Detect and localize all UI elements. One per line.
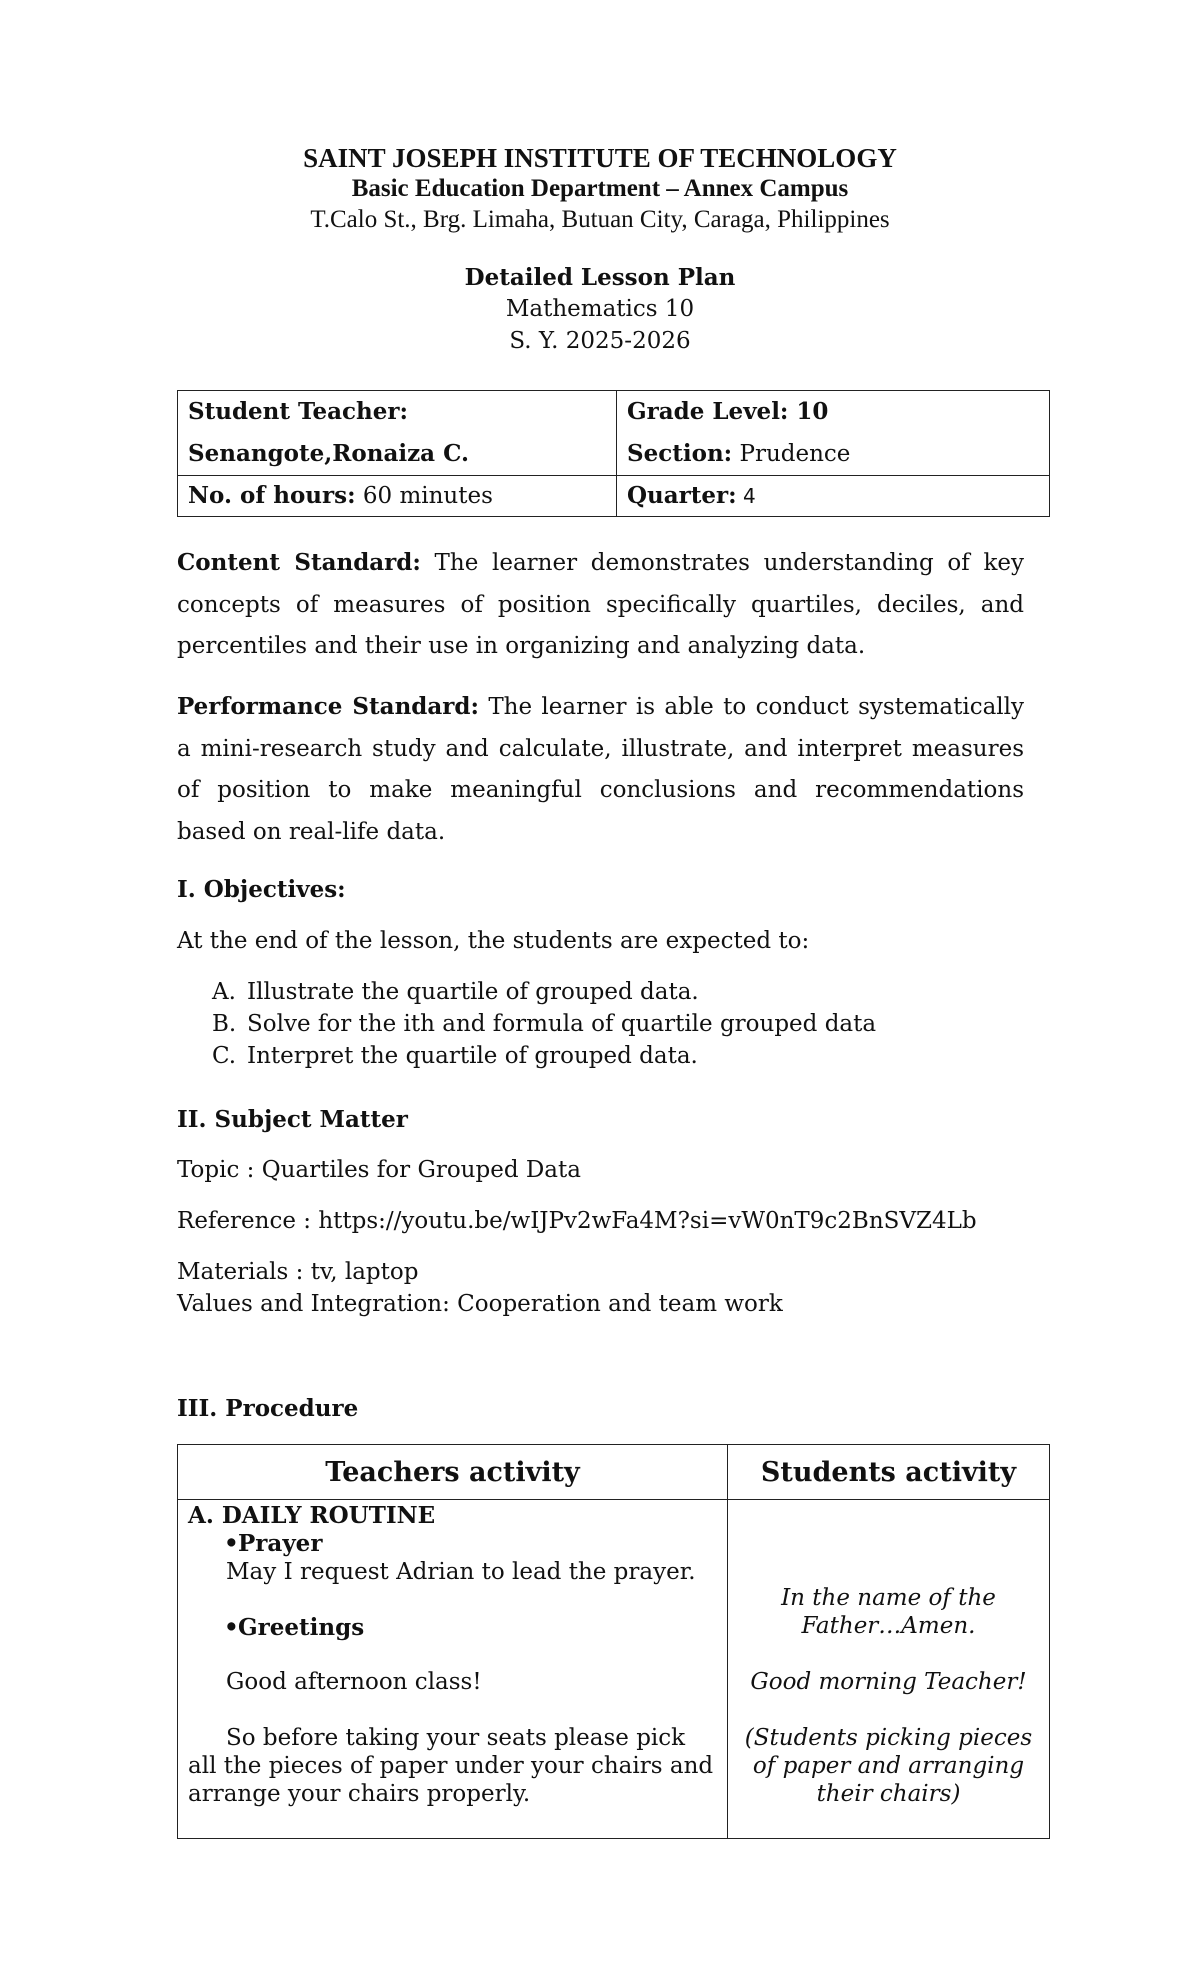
objective-text: Interpret the quartile of grouped data. <box>247 1043 698 1069</box>
objectives-list <box>212 976 876 1072</box>
objectives-intro: At the end of the lesson, the students are expected to: <box>177 928 810 954</box>
info-table <box>177 390 1050 517</box>
student-greeting-response: Good morning Teacher! <box>750 1669 1027 1695</box>
section-value: Prudence <box>732 441 851 467</box>
objective-letter: B. <box>212 1011 237 1037</box>
objective-letter: A. <box>212 979 236 1005</box>
greetings-text: Good afternoon class! <box>226 1669 482 1695</box>
topic-line: Topic : Quartiles for Grouped Data <box>177 1157 581 1183</box>
document-title: Detailed Lesson Plan <box>464 264 736 291</box>
content-standard-label: Content Standard: <box>177 549 421 576</box>
grade-level: Grade Level: 10 <box>627 398 829 425</box>
content-standard <box>177 542 1024 668</box>
values-line: Values and Integration: Cooperation and team work <box>177 1291 783 1317</box>
school-year: S. Y. 2025-2026 <box>509 328 691 354</box>
hours-label: No. of hours: <box>188 482 356 509</box>
student-teacher-cell <box>178 391 617 476</box>
objective-text: Solve for the ith and formula of quartile grouped data <box>247 1011 877 1037</box>
procedure-heading: III. Procedure <box>177 1395 359 1422</box>
list-item <box>212 976 876 1008</box>
student-activity-cell <box>728 1500 1050 1839</box>
list-item <box>212 1008 876 1040</box>
teacher-activity-cell <box>178 1500 728 1839</box>
grade-section-cell <box>617 391 1050 476</box>
prayer-text: May I request Adrian to lead the prayer. <box>226 1559 696 1585</box>
objective-letter: C. <box>212 1043 237 1069</box>
greetings-bullet: • Greetings <box>188 1614 717 1642</box>
objective-text: Illustrate the quartile of grouped data. <box>247 979 699 1005</box>
quarter-label: Quarter: <box>627 482 737 509</box>
hours-value: 60 minutes <box>355 483 493 509</box>
student-teacher-value: Senangote,Ronaiza C. <box>188 440 469 467</box>
content-standard-text: The learner demonstrates understanding of key concepts of measures of position specifically quartiles, deciles, and percentiles and their use in organizing and analyzing data. <box>177 550 1025 659</box>
prayer-bullet: • Prayer <box>188 1530 717 1558</box>
section-label: Section: <box>627 440 733 467</box>
materials-line: Materials : tv, laptop <box>177 1259 419 1285</box>
performance-standard-text: The learner is able to conduct systematically a mini-research study and calculate, illustrate, and interpret measures of position to make meaningful conclusions and recommendations based on real-life data. <box>177 694 1025 845</box>
reference-line: Reference : https://youtu.be/wIJPv2wFa4M?si=vW0nT9c2BnSVZ4Lb <box>177 1208 977 1234</box>
performance-standard-label: Performance Standard: <box>177 693 479 720</box>
quarter-value: 4 <box>736 484 756 508</box>
subject-matter-heading: II. Subject Matter <box>177 1106 408 1133</box>
performance-standard <box>177 686 1024 853</box>
instruction-text: So before taking your seats please pick all the pieces of paper under your chairs and arrange your chairs properly. <box>188 1725 714 1807</box>
hours-cell <box>178 476 617 517</box>
procedure-table <box>177 1444 1050 1839</box>
subject-line: Mathematics 10 <box>505 296 695 322</box>
student-teacher-label: Student Teacher: <box>188 398 409 425</box>
teacher-activity-header: Teachers activity <box>178 1445 728 1500</box>
department-name: Basic Education Department – Annex Campus <box>351 175 849 202</box>
objectives-heading: I. Objectives: <box>177 876 346 903</box>
student-action-response: (Students picking pieces of paper and arranging their chairs) <box>744 1725 1033 1807</box>
student-prayer-response: In the name of the Father…Amen. <box>781 1585 996 1639</box>
school-address: T.Calo St., Brg. Limaha, Butuan City, Caraga, Philippines <box>310 206 890 233</box>
daily-routine-heading: A. DAILY ROUTINE <box>188 1502 436 1529</box>
school-name: SAINT JOSEPH INSTITUTE OF TECHNOLOGY <box>303 143 897 173</box>
quarter-cell <box>617 476 1050 517</box>
list-item <box>212 1040 876 1072</box>
student-activity-header: Students activity <box>728 1445 1050 1500</box>
